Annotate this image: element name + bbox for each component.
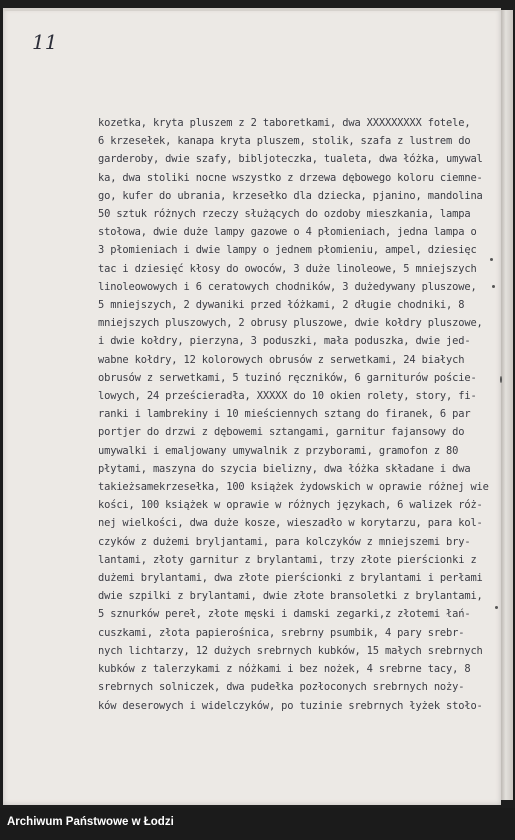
page-edge [501, 10, 513, 800]
text-line: 5 mniejszych, 2 dywaniki przed łóżkami, 2 długie chodniki, 8 [98, 299, 465, 312]
text-line: mniejszych pluszowych, 2 obrusy pluszowe, dwie kołdry pluszowe, [98, 317, 483, 330]
text-line: kubków z talerzykami z nóżkami i bez nożek, 4 srebrne tacy, 8 [98, 663, 471, 676]
text-line: nych lichtarzy, 12 dużych srebrnych kubków, 15 małych srebrnych [98, 644, 483, 657]
text-line: garderoby, dwie szafy, bibljoteczka, tualeta, dwa łóżka, umywal [98, 153, 483, 166]
archive-footer [0, 808, 515, 840]
text-line: linoleowowych i 6 ceratowych chodników, 3 dużedywany pluszowe, [98, 280, 477, 293]
page-fold [3, 8, 501, 11]
text-line: dużemi brylantami, dwa złote pierścionki z brylantami i perłami [98, 572, 483, 585]
document-body [98, 114, 496, 715]
text-line: cuszkami, złota papierośnica, srebrny psumbik, 4 pary srebr- [98, 626, 465, 639]
ink-mark [495, 606, 498, 609]
text-line: nej wielkości, dwa duże kosze, wieszadło w korytarzu, para kol- [98, 517, 483, 530]
ink-mark [490, 258, 493, 261]
text-line: srebrnych solniczek, dwa pudełka pozłoconych srebrnych noży- [98, 681, 465, 694]
page-number: 11 [32, 30, 58, 54]
text-line: kości, 100 książek w oprawie w różnych językach, 6 walizek róż- [98, 499, 483, 512]
text-line: 3 płomieniach i dwie lampy o jednem płomieniu, ampel, dziesięc [98, 244, 477, 257]
text-line: tac i dziesięć kłosy do owoców, 3 duże linoleowe, 5 mniejszych [98, 262, 477, 275]
text-line: go, kufer do ubrania, krzesełko dla dziecka, pjanino, mandolina [98, 189, 483, 202]
text-line: ranki i lambrekiny i 10 mieściennych sztang do firanek, 6 par [98, 408, 471, 421]
text-line: lowych, 24 prześcieradła, XXXXX do 10 okien rolety, story, fi- [98, 390, 477, 403]
text-line: umywalki i emaljowany umywalnik z przyborami, gramofon z 80 [98, 444, 459, 457]
text-line: lantami, złoty garnitur z brylantami, trzy złote pierścionki z [98, 553, 477, 566]
ink-mark [500, 376, 502, 383]
text-line: takieżsamekrzesełka, 100 książek żydowskich w oprawie różnej wie [98, 481, 489, 494]
text-line: ków deserowych i widelczyków, po tuzinie srebrnych łyżek stoło- [98, 699, 483, 712]
text-line: 50 sztuk różnych rzeczy służących do ozdoby mieszkania, lampa [98, 208, 471, 221]
text-line: kozetka, kryta pluszem z 2 taboretkami, dwa XXXXXXXXX fotele, [98, 117, 471, 129]
text-line: stołowa, dwie duże lampy gazowe o 4 płomieniach, jedna lampa o [98, 226, 477, 239]
archive-name: Archiwum Państwowe w Łodzi [7, 816, 174, 828]
text-line: płytami, maszyna do szycia bielizny, dwa łóżka składane i dwa [98, 462, 471, 475]
text-line: portjer do drzwi z dębowemi sztangami, garnitur fajansowy do [98, 426, 465, 439]
text-line: 6 krzesełek, kanapa kryta pluszem, stolik, szafa z lustrem do [98, 135, 471, 148]
ink-mark [492, 285, 495, 288]
text-line: obrusów z serwetkami, 5 tuzinó ręczników, 6 garniturów poście- [98, 371, 477, 384]
text-line: 5 sznurków pereł, złote męski i damski zegarki,z złotemi łań- [98, 608, 471, 621]
text-line: dwie szpilki z brylantami, dwie złote bransoletki z brylantami, [98, 590, 483, 603]
text-line: wabne kołdry, 12 kolorowych obrusów z serwetkami, 24 białych [98, 353, 465, 366]
text-line: ka, dwa stoliki nocne wszystko z drzewa dębowego koloru ciemne- [98, 171, 483, 184]
text-line: i dwie kołdry, pierzyna, 3 poduszki, mała poduszka, dwie jed- [98, 335, 471, 348]
text-line: czyków z dużemi bryljantami, para kolczyków z mniejszemi bry- [98, 535, 471, 548]
